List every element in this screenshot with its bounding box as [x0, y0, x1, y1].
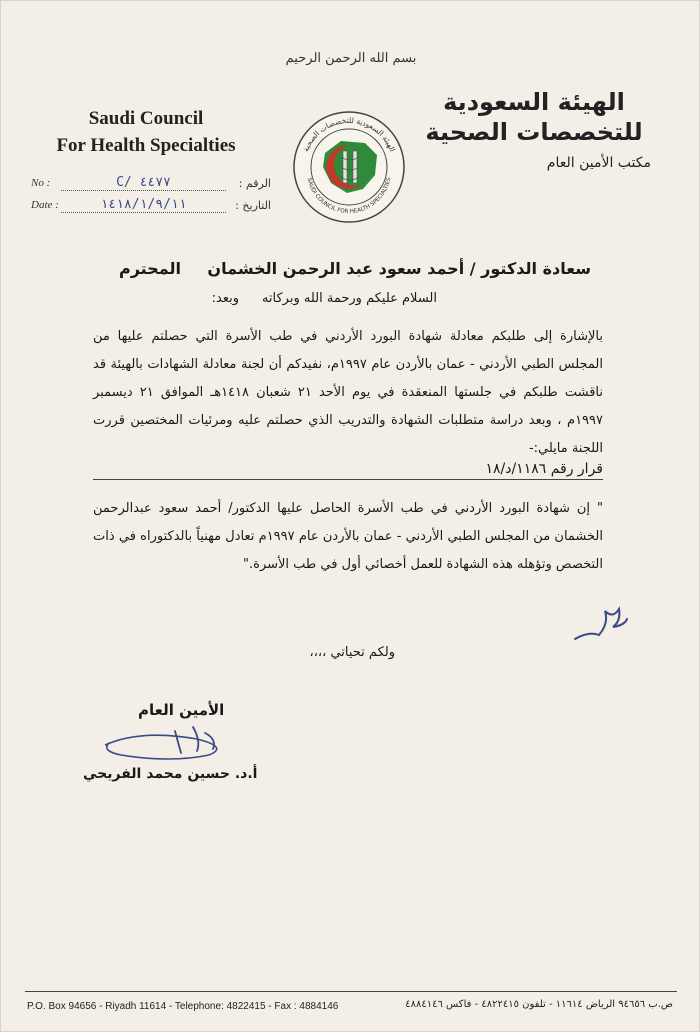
arabic-council-name — [409, 87, 659, 147]
reference-number-value: C/ ٤٤٧٧ — [61, 175, 226, 191]
date-label-en: Date : — [31, 199, 59, 211]
logo-arabic-ring-text: الهيئة السعودية للتخصصات الصحية — [301, 115, 398, 154]
handwritten-initials — [569, 601, 629, 645]
english-name-line2: For Health Specialties — [56, 135, 236, 156]
footer-contact-english: P.O. Box 94656 - Riyadh 11614 - Telephone: 4822415 - Fax : 4884146 — [27, 1001, 339, 1012]
letter-paragraph: بالإشارة إلى طلبكم معادلة شهادة البورد الأردني في طب الأسرة التي حصلتم عليها من المجلس الطبي الأردني - عمان بالأردن عام ١٩٩٧م، نفيدكم أن لجنة معادلة الشهادات بالهيئة قد ناقشت طلبكم في جلستها المنعقدة في يوم الأحد ٢١ شعبان ١٤١٨هـ الموافق ٢١ ديسمبر ١٩٩٧م ، وبعد دراسة متطلبات الشهادة والتدريب الذي حصلتم عليه ومرئيات المختصين قررت اللجنة مايلي:- — [93, 329, 604, 456]
office-of-secretary-general: مكتب الأمين العام — [546, 155, 651, 171]
reference-number-row — [31, 175, 271, 195]
decision-text: " إن شهادة البورد الأردني في طب الأسرة الحاصل عليها الدكتور/ أحمد سعود عبدالرحمن الخشمان من المجلس الطبي الأردني - عمان بالأردن عام ١٩٩٧م تعادل مهنياً بالدكتوراه في ذات التخصص وتؤهله هذه الشهادة للعمل أخصائي أول في طب الأسرة." — [93, 501, 603, 572]
arabic-name-line2: للتخصصات الصحية — [425, 118, 643, 146]
date-label-ar: التاريخ : — [235, 199, 271, 212]
wabad: وبعد: — [211, 291, 239, 306]
council-logo — [291, 109, 407, 225]
closing-greeting: ولكم تحياتي ،،،، — [309, 645, 395, 660]
signatory-name: أ.د. حسين محمد الفريحي — [83, 766, 258, 782]
signatory-title: الأمين العام — [138, 701, 225, 719]
basmala: بسم الله الرحمن الرحيم — [285, 51, 417, 66]
decision-number: قرار رقم ١١٨٦/د/١٨ — [93, 461, 603, 480]
greeting: السلام عليكم ورحمة الله وبركاته — [261, 291, 437, 306]
no-label-ar: الرقم : — [238, 177, 271, 190]
no-label-en: No : — [31, 177, 51, 189]
logo-english-ring-text: SAUDI COUNCIL FOR HEALTH SPECIALTIES — [305, 177, 393, 216]
reference-date-row — [31, 197, 271, 217]
reference-date-value: ١٤١٨/١/٩/١١ — [61, 197, 226, 213]
english-council-name — [26, 105, 266, 159]
handwritten-signature — [101, 721, 241, 771]
english-name-line1: Saudi Council — [88, 108, 204, 129]
salutation: سعادة الدكتور / أحمد سعود عبد الرحمن الخشمان — [207, 259, 591, 278]
footer-divider — [25, 991, 677, 992]
arabic-name-line1: الهيئة السعودية — [443, 88, 625, 116]
respect-title: المحترم — [119, 259, 181, 278]
footer-contact-arabic: ص.ب ٩٤٦٥٦ الرياض ١١٦١٤ - تلفون ٤٨٢٢٤١٥ - فاكس ٤٨٨٤١٤٦ — [405, 999, 673, 1010]
